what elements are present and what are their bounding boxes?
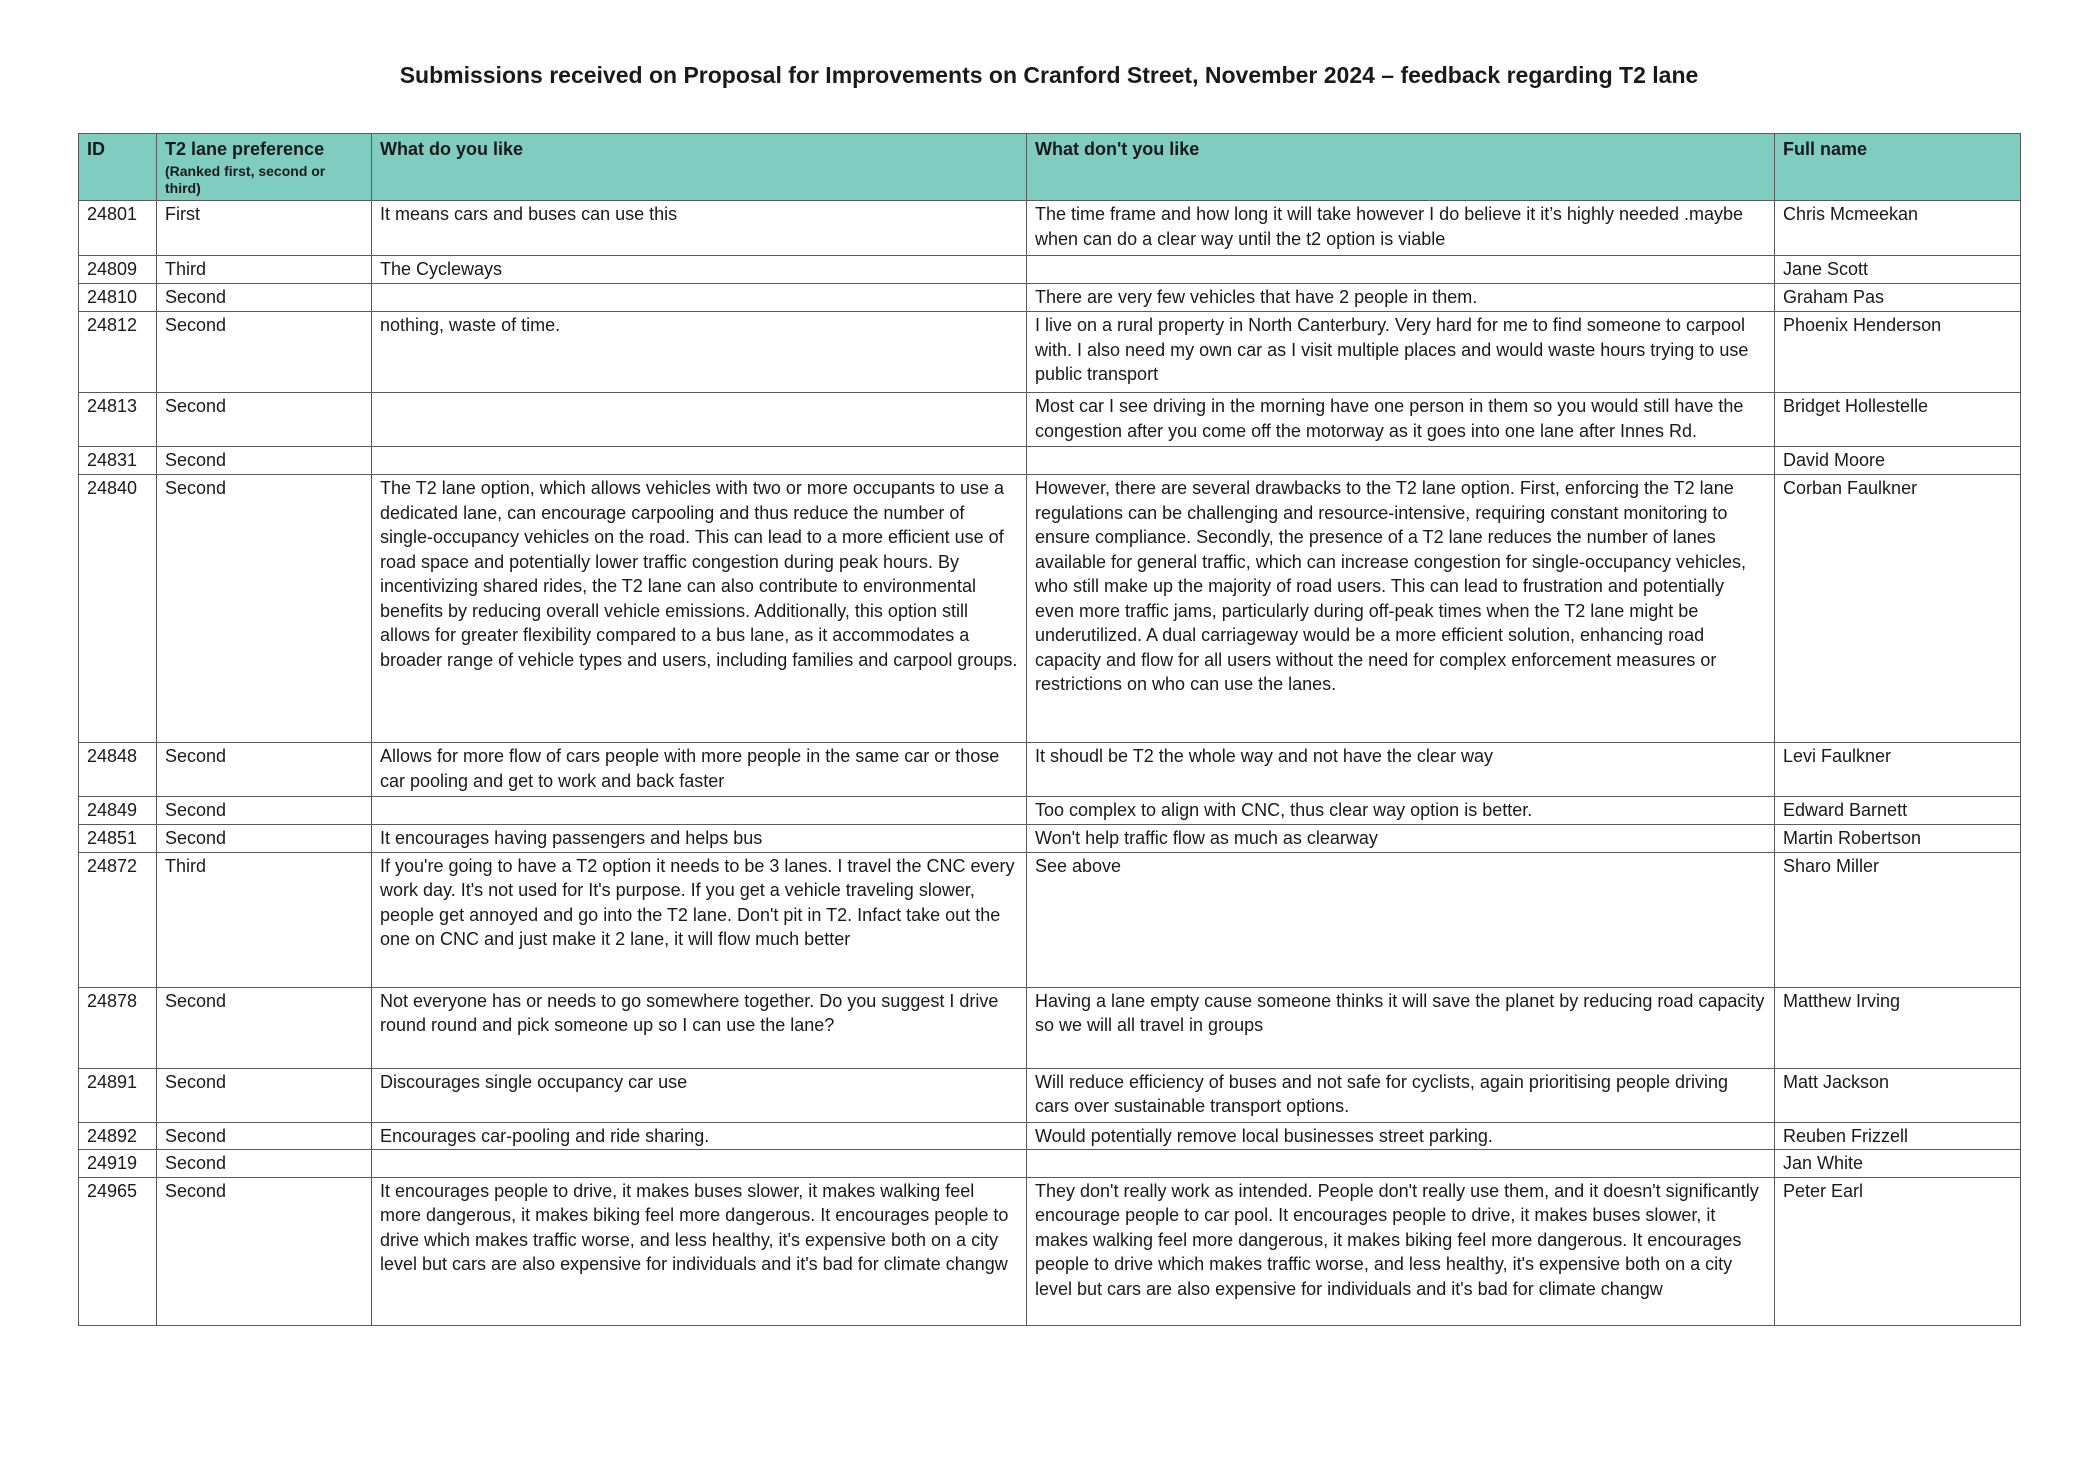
cell-name: Jane Scott — [1775, 256, 2021, 284]
column-header-id: ID — [79, 134, 157, 201]
cell-preference: First — [157, 201, 372, 256]
table-row — [79, 1122, 2021, 1150]
table-row — [79, 312, 2021, 393]
cell-preference: Second — [157, 393, 372, 447]
cell-dislike: Having a lane empty cause someone thinks it will save the planet by reducing road capacity so we will all travel in groups — [1027, 987, 1775, 1068]
cell-dislike — [1027, 447, 1775, 475]
table-row — [79, 852, 2021, 987]
cell-dislike: There are very few vehicles that have 2 people in them. — [1027, 284, 1775, 312]
cell-name: Reuben Frizzell — [1775, 1122, 2021, 1150]
cell-name: Phoenix Henderson — [1775, 312, 2021, 393]
cell-name: Sharo Miller — [1775, 852, 2021, 987]
column-header-preference-note: (Ranked first, second or third) — [165, 162, 326, 196]
table-row — [79, 797, 2021, 825]
cell-like: nothing, waste of time. — [372, 312, 1027, 393]
cell-like — [372, 393, 1027, 447]
cell-like: If you're going to have a T2 option it needs to be 3 lanes. I travel the CNC every work day. It's not used for It's purpose. If you get a vehicle traveling slower, people get annoyed and go into the T2 lane. Don't pit in T2. Infact take out the one on CNC and just make it 2 lane, it will flow much better — [372, 852, 1027, 987]
cell-id: 24848 — [79, 743, 157, 797]
cell-dislike: Won't help traffic flow as much as clearway — [1027, 825, 1775, 853]
cell-preference: Second — [157, 797, 372, 825]
cell-dislike: I live on a rural property in North Canterbury. Very hard for me to find someone to carpool with. I also need my own car as I visit multiple places and would waste hours trying to use public transport — [1027, 312, 1775, 393]
cell-name: Matt Jackson — [1775, 1068, 2021, 1122]
column-header-preference: T2 lane preference (Ranked first, second or third) — [157, 134, 372, 201]
cell-preference: Second — [157, 312, 372, 393]
page-title: Submissions received on Proposal for Improvements on Cranford Street, November 2024 – feedback regarding T2 lane — [399, 62, 1699, 88]
cell-preference: Second — [157, 825, 372, 853]
cell-dislike: Too complex to align with CNC, thus clear way option is better. — [1027, 797, 1775, 825]
cell-id: 24919 — [79, 1150, 157, 1178]
cell-preference: Second — [157, 1177, 372, 1325]
cell-preference: Second — [157, 1068, 372, 1122]
cell-id: 24810 — [79, 284, 157, 312]
table-row — [79, 987, 2021, 1068]
cell-preference: Second — [157, 1150, 372, 1178]
cell-id: 24840 — [79, 475, 157, 743]
cell-id: 24878 — [79, 987, 157, 1068]
table-row — [79, 825, 2021, 853]
cell-id: 24872 — [79, 852, 157, 987]
cell-name: Chris Mcmeekan — [1775, 201, 2021, 256]
cell-dislike: They don't really work as intended. People don't really use them, and it doesn't significantly encourage people to car pool. It encourages people to drive, it makes buses slower, it makes walking feel more dangerous, it makes biking feel more dangerous. It encourages people to drive which makes traffic worse, and less healthy, it's expensive both on a city level but cars are also expensive for individuals and it's bad for climate changw — [1027, 1177, 1775, 1325]
cell-dislike — [1027, 1150, 1775, 1178]
table-row — [79, 256, 2021, 284]
cell-name: Corban Faulkner — [1775, 475, 2021, 743]
cell-name: Martin Robertson — [1775, 825, 2021, 853]
cell-like: The T2 lane option, which allows vehicles with two or more occupants to use a dedicated lane, can encourage carpooling and thus reduce the number of single-occupancy vehicles on the road. This can lead to a more efficient use of road space and potentially lower traffic congestion during peak hours. By incentivizing shared rides, the T2 lane can also contribute to environmental benefits by reducing overall vehicle emissions. Additionally, this option still allows for greater flexibility compared to a bus lane, as it accommodates a broader range of vehicle types and users, including families and carpool groups. — [372, 475, 1027, 743]
cell-dislike: The time frame and how long it will take however I do believe it it’s highly needed .maybe when can do a clear way until the t2 option is viable — [1027, 201, 1775, 256]
cell-id: 24831 — [79, 447, 157, 475]
cell-name: Graham Pas — [1775, 284, 2021, 312]
cell-preference: Second — [157, 1122, 372, 1150]
table-row — [79, 1177, 2021, 1325]
cell-id: 24891 — [79, 1068, 157, 1122]
submissions-table — [78, 133, 2021, 1326]
cell-like: It means cars and buses can use this — [372, 201, 1027, 256]
cell-preference: Second — [157, 475, 372, 743]
cell-name: Peter Earl — [1775, 1177, 2021, 1325]
table-row — [79, 475, 2021, 743]
cell-like — [372, 1150, 1027, 1178]
cell-preference: Second — [157, 447, 372, 475]
table-header-row — [79, 134, 2021, 201]
cell-like — [372, 797, 1027, 825]
table-row — [79, 743, 2021, 797]
table-row — [79, 1068, 2021, 1122]
cell-dislike: Will reduce efficiency of buses and not safe for cyclists, again prioritising people driving cars over sustainable transport options. — [1027, 1068, 1775, 1122]
cell-id: 24812 — [79, 312, 157, 393]
table-row — [79, 1150, 2021, 1178]
cell-like: Allows for more flow of cars people with more people in the same car or those car pooling and get to work and back faster — [372, 743, 1027, 797]
column-header-name: Full name — [1775, 134, 2021, 201]
cell-dislike: It shoudl be T2 the whole way and not have the clear way — [1027, 743, 1775, 797]
cell-name: David Moore — [1775, 447, 2021, 475]
cell-id: 24809 — [79, 256, 157, 284]
cell-id: 24851 — [79, 825, 157, 853]
cell-like — [372, 447, 1027, 475]
cell-preference: Third — [157, 256, 372, 284]
cell-like: It encourages people to drive, it makes buses slower, it makes walking feel more dangerous, it makes biking feel more dangerous. It encourages people to drive which makes traffic worse, and less healthy, it's expensive both on a city level but cars are also expensive for individuals and it's bad for climate changw — [372, 1177, 1027, 1325]
cell-id: 24801 — [79, 201, 157, 256]
cell-id: 24813 — [79, 393, 157, 447]
cell-id: 24849 — [79, 797, 157, 825]
cell-preference: Second — [157, 987, 372, 1068]
cell-dislike — [1027, 256, 1775, 284]
cell-like: Encourages car-pooling and ride sharing. — [372, 1122, 1027, 1150]
column-header-like: What do you like — [372, 134, 1027, 201]
cell-dislike: However, there are several drawbacks to the T2 lane option. First, enforcing the T2 lane regulations can be challenging and resource-intensive, requiring constant monitoring to ensure compliance. Secondly, the presence of a T2 lane reduces the number of lanes available for general traffic, which can increase congestion for single-occupancy vehicles, who still make up the majority of road users. This can lead to frustration and potentially even more traffic jams, particularly during off-peak times when the T2 lane might be underutilized. A dual carriageway would be a more efficient solution, enhancing road capacity and flow for all users without the need for complex enforcement measures or restrictions on who can use the lanes. — [1027, 475, 1775, 743]
table-row — [79, 284, 2021, 312]
table-row — [79, 393, 2021, 447]
cell-like: Discourages single occupancy car use — [372, 1068, 1027, 1122]
cell-preference: Second — [157, 743, 372, 797]
cell-like: It encourages having passengers and helps bus — [372, 825, 1027, 853]
cell-name: Jan White — [1775, 1150, 2021, 1178]
cell-name: Edward Barnett — [1775, 797, 2021, 825]
cell-dislike: See above — [1027, 852, 1775, 987]
column-header-dislike: What don't you like — [1027, 134, 1775, 201]
cell-like — [372, 284, 1027, 312]
cell-preference: Third — [157, 852, 372, 987]
table-row — [79, 201, 2021, 256]
cell-preference: Second — [157, 284, 372, 312]
cell-id: 24965 — [79, 1177, 157, 1325]
cell-name: Matthew Irving — [1775, 987, 2021, 1068]
cell-name: Bridget Hollestelle — [1775, 393, 2021, 447]
cell-like: Not everyone has or needs to go somewhere together. Do you suggest I drive round round and pick someone up so I can use the lane? — [372, 987, 1027, 1068]
cell-name: Levi Faulkner — [1775, 743, 2021, 797]
cell-like: The Cycleways — [372, 256, 1027, 284]
table-row — [79, 447, 2021, 475]
cell-dislike: Would potentially remove local businesses street parking. — [1027, 1122, 1775, 1150]
cell-id: 24892 — [79, 1122, 157, 1150]
cell-dislike: Most car I see driving in the morning have one person in them so you would still have the congestion after you come off the motorway as it goes into one lane after Innes Rd. — [1027, 393, 1775, 447]
